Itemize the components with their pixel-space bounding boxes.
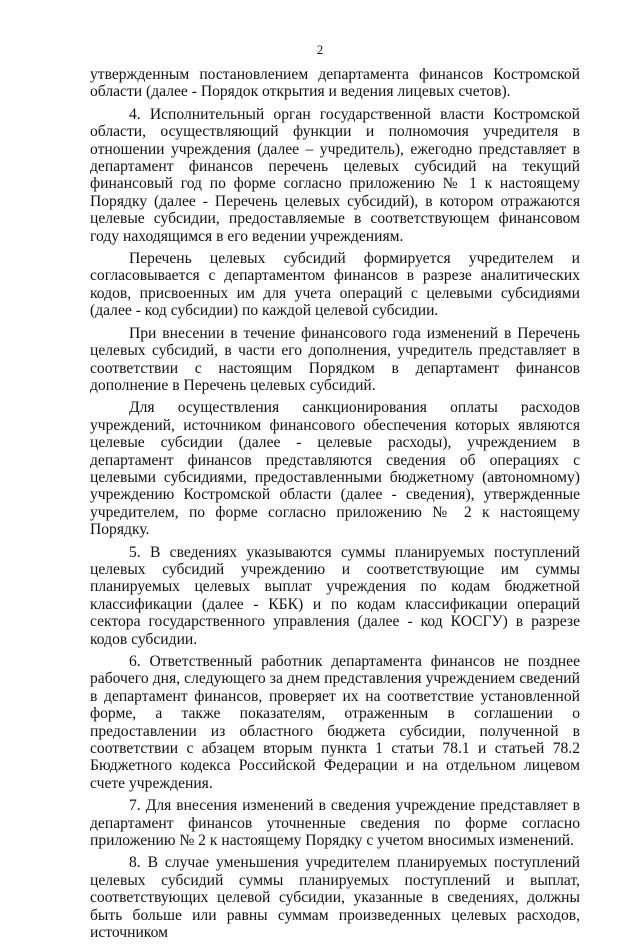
paragraph-list-changes: При внесении в течение финансового года изменений в Перечень целевых субсидий, в части его дополнения, учредитель представляет в соответствии с настоящим Порядком в департамент финансов дополнение в Перечень целевых субсидий.	[90, 324, 580, 394]
paragraph-item-7: 7. Для внесения изменений в сведения учреждение представляет в департамент финансов уточненные сведения по форме согласно приложению № 2 к настоящему Порядку с учетом вносимых изменений.	[90, 797, 580, 850]
paragraph-subsidy-list: Перечень целевых субсидий формируется учредителем и согласовывается с департаментом финансов в разрезе аналитических кодов, присвоенных им для учета операций с целевыми субсидиями (далее - код субсидии) по каждой целевой субсидии.	[90, 250, 580, 320]
paragraph-item-8: 8. В случае уменьшения учредителем планируемых поступлений целевых субсидий суммы планируемых поступлений и выплат, соответствующих целевой субсидии, указанные в сведениях, должны быть больше или равны суммам произведенных целевых расходов, источником	[90, 854, 580, 942]
page-number: 2	[316, 42, 324, 57]
paragraph-item-4: 4. Исполнительный орган государственной власти Костромской области, осуществляющий функции и полномочия учредителя в отношении учреждения (далее – учредитель), ежегодно представляет в департамент финансов перечень целевых субсидий на текущий финансовый год по форме согласно приложению № 1 к настоящему Порядку (далее - Перечень целевых субсидий), в котором отражаются целевые субсидии, предоставляемые в соответствующем финансовом году находящимся в его ведении учреждениям.	[90, 105, 580, 245]
paragraph-sanctioning: Для осуществления санкционирования оплаты расходов учреждений, источником финансового обеспечения которых являются целевые субсидии (далее - целевые расходы), учреждением в департамент финансов представляются сведения об операциях с целевыми субсидиями, предоставленными бюджетному (автономному) учреждению Костромской области (далее - сведения), утвержденные учредителем, по форме согласно приложению № 2 к настоящему Порядку.	[90, 399, 580, 539]
paragraph-continuation: утвержденным постановлением департамента финансов Костромской области (далее - Порядок открытия и ведения лицевых счетов).	[90, 66, 580, 101]
paragraph-item-6: 6. Ответственный работник департамента финансов не позднее рабочего дня, следующего за днем представления учреждением сведений в департамент финансов, проверяет их на соответствие установленной форме, а также показателям, отраженным в соглашении о предоставлении из областного бюджета субсидии, полученной в соответствии с абзацем вторым пункта 1 статьи 78.1 и статьей 78.2 Бюджетного кодекса Российской Федерации и на отдельном лицевом счете учреждения.	[90, 653, 580, 792]
paragraph-item-5: 5. В сведениях указываются суммы планируемых поступлений целевых субсидий учреждению и соответствующие им суммы планируемых целевых выплат учреждения по кодам бюджетной классификации (далее - КБК) и по кодам классификации операций сектора государственного управления (далее - код КОСГУ) в разрезе кодов субсидии.	[90, 543, 580, 648]
document-body	[90, 66, 580, 947]
